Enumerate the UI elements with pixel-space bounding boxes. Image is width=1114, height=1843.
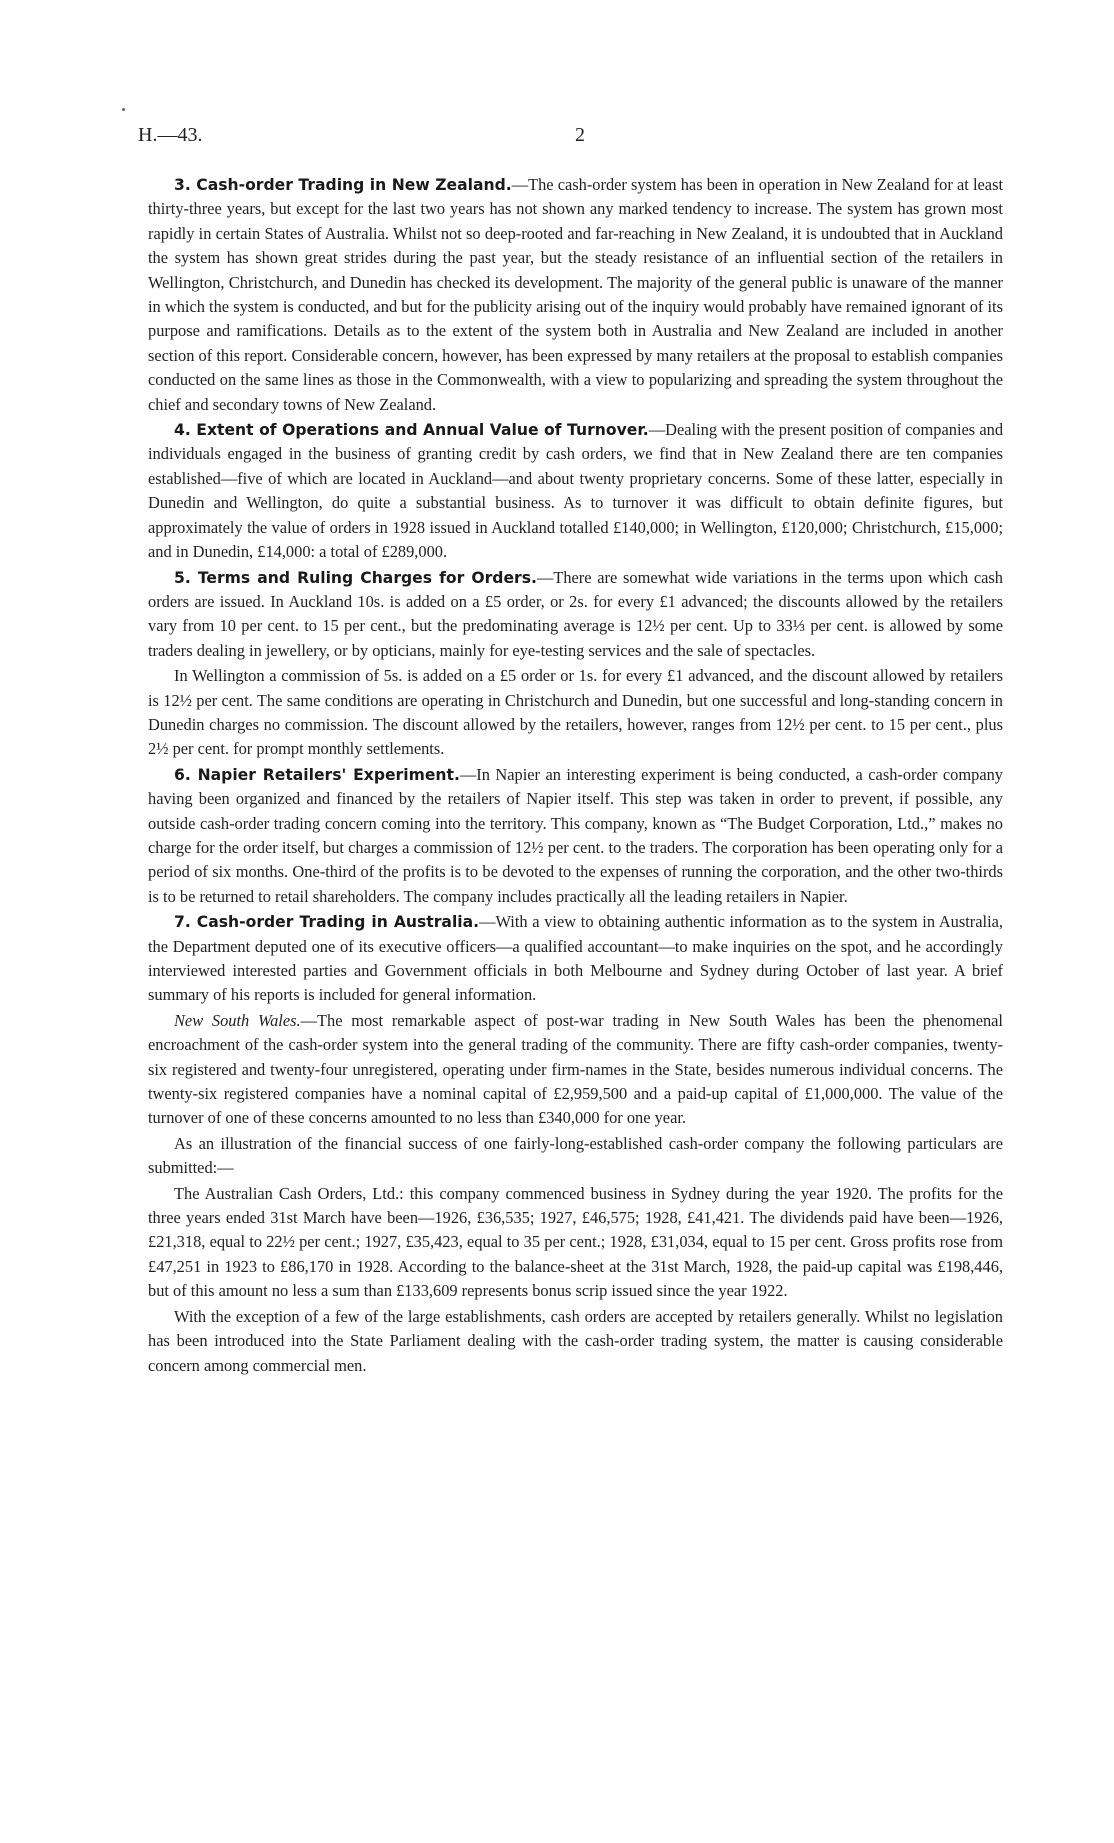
paragraph-text: —With a view to obtaining authentic information as to the system in Australia, the Department deputed one of its executive officers—a qualified accountant—to make inquiries on the spot, and he accordingly interviewed interested parties and Government officials in both Melbourne and Sydney during October of last year. A brief summary of his reports is included for general information. [148,912,1003,1005]
paragraph-text: As an illustration of the financial success of one fairly-long-established cash-order company the following particulars are submitted:— [148,1133,1003,1178]
section-heading: 3. Cash-order Trading in New Zealand. [174,176,512,194]
paragraph-text: With the exception of a few of the large establishments, cash orders are accepted by retailers generally. Whilst no legislation has been introduced into the State Parliament dealing with the cash-order trading system, the matter is causing considerable concern among commercial men. [148,1306,1003,1375]
scan-speck [122,108,125,111]
paragraph-text: The Australian Cash Orders, Ltd.: this company commenced business in Sydney during the year 1920. The profits for the three years ended 31st March have been—1926, £36,535; 1927, £46,575; 1928, £41,421. The dividends paid have been—1926, £21,318, equal to 22½ per cent.; 1927, £35,423, equal to 35 per cent.; 1928, £31,034, equal to 15 per cent. Gross profits rose from £47,251 in 1923 to £86,170 in 1928. According to the balance-sheet at the 31st March, 1928, the paid-up capital was £198,446, but of this amount no less a sum than £133,609 represents bonus scrip issued since the year 1922. [148,1183,1003,1301]
paragraph-text: In Wellington a commission of 5s. is added on a £5 order or 1s. for every £1 advanced, and the discount allowed by retailers is 12½ per cent. The same conditions are operating in Christchurch and Dunedin, but one successful and long-standing concern in Dunedin charges no commission. The discount allowed by the retailers, however, ranges from 12½ per cent. to 15 per cent., plus 2½ per cent. for prompt monthly settlements. [148,666,1003,759]
document-body [148,173,1003,1379]
paragraph-text: —There are somewhat wide variations in the terms upon which cash orders are issued. In Auckland 10s. is added on a £5 order, or 2s. for every £1 advanced; the discounts allowed by the retailers vary from 10 per cent. to 15 per cent., but the predominating average is 12½ per cent. Up to 33⅓ per cent. is allowed by some traders dealing in jewellery, or by opticians, mainly for eye-testing services and the sale of spectacles. [148,567,1003,660]
section-heading: 6. Napier Retailers' Experiment. [174,765,460,784]
page-number: 2 [575,124,585,146]
paragraph-wellington-terms [148,664,1003,762]
italic-lead: New South Wales. [174,1010,301,1030]
paragraph-illustration [148,1132,1003,1181]
document-reference: H.—43. [138,124,203,146]
paragraph-new-south-wales [148,1009,1003,1131]
section-heading: 7. Cash-order Trading in Australia. [174,913,480,932]
paragraph-australian-cash-orders [148,1182,1003,1304]
paragraph-text: —The most remarkable aspect of post-war trading in New South Wales has been the phenomenal encroachment of the cash-order system into the general trading of the community. There are fifty cash-order companies, twenty-six registered and twenty-four unregistered, operating under firm-names in the State, besides numerous individual concerns. The twenty-six registered companies have a nominal capital of £2,959,500 and a paid-up capital of £1,000,000. The value of the turnover of one of these concerns amounted to no less than £340,000 for one year. [148,1010,1003,1128]
page-header [138,124,978,156]
paragraph-section-5 [148,566,1003,664]
paragraph-closing [148,1305,1003,1378]
paragraph-text: —Dealing with the present position of companies and individuals engaged in the business of granting credit by cash orders, we find that in New Zealand there are ten companies established—five of which are located in Auckland—and about twenty proprietary concerns. Some of these latter, especially in Dunedin and Wellington, do quite a substantial business. As to turnover it was difficult to obtain definite figures, but approximately the value of orders in 1928 issued in Auckland totalled £140,000; in Wellington, £120,000; Christchurch, £15,000; and in Dunedin, £14,000: a total of £289,000. [148,420,1004,562]
paragraph-section-7 [148,910,1003,1008]
section-heading: 5. Terms and Ruling Charges for Orders. [174,568,537,587]
paragraph-section-3 [148,173,1003,417]
paragraph-text: —In Napier an interesting experiment is being conducted, a cash-order company having been organized and financed by the retailers of Napier itself. This step was taken in order to prevent, if possible, any outside cash-order trading concern coming into the territory. This company, known as “The Budget Corporation, Ltd.,” makes no charge for the order itself, but charges a commission of 12½ per cent. to the traders. The corporation has been operating only for a period of six months. One-third of the profits is to be devoted to the expenses of running the corporation, and the other two-thirds is to be returned to retail shareholders. The company includes practically all the leading retailers in Napier. [148,764,1003,906]
paragraph-text: —The cash-order system has been in operation in New Zealand for at least thirty-three years, but except for the last two years has not shown any marked tendency to increase. The system has grown most rapidly in certain States of Australia. Whilst not so deep-rooted and far-reaching in New Zealand, it is undoubted that in Auckland the system has shown great strides during the past year, but the steady resistance of an influential section of the retailers in Wellington, Christchurch, and Dunedin has checked its development. The majority of the general public is unaware of the manner in which the system is conducted, and but for the publicity arising out of the inquiry would probably have remained ignorant of its purpose and ramifications. Details as to the extent of the system both in Australia and New Zealand are included in another section of this report. Considerable concern, however, has been expressed by many retailers at the proposal to establish companies conducted on the same lines as those in the Commonwealth, with a view to popularizing and spreading the system throughout the chief and secondary towns of New Zealand. [148,175,1003,414]
paragraph-section-4 [148,418,1003,564]
paragraph-section-6 [148,763,1003,909]
section-heading: 4. Extent of Operations and Annual Value of Turnover. [174,421,649,440]
